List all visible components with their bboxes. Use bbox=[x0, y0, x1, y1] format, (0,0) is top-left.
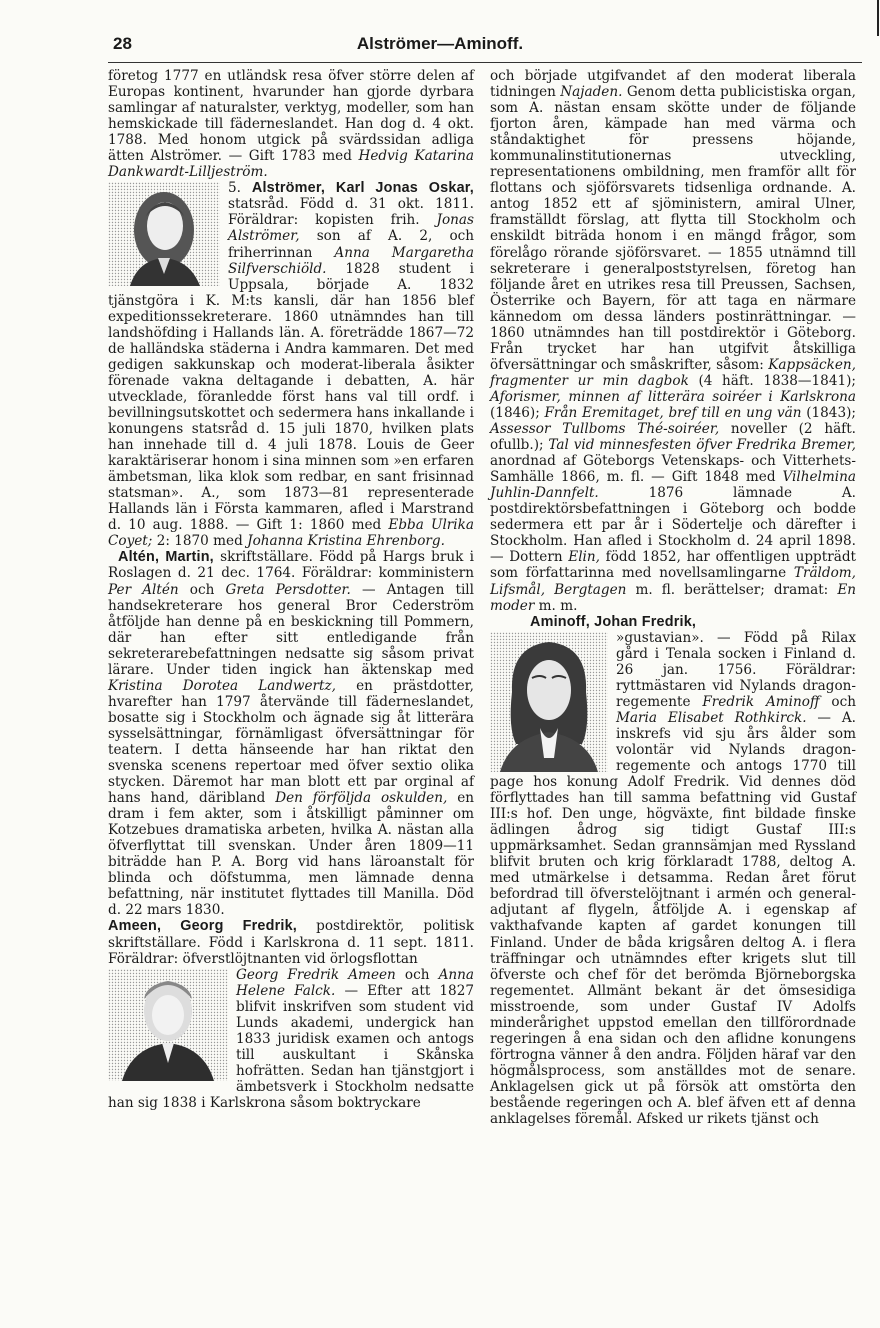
entry-alten-martin: Altén, Martin, skriftställare. Född på Hargs bruk i Roslagen d. 21 dec. 1764. Föräldrar: komministern Per Altén och Greta Persdotter. — Antagen till handsekreterare hos general Bror Cederström åtföljde han denne på en beskickning till Pommern, där han efter sitt entledigande från sekreterarebefattningen nedsatte sig såsom privat lärare. Under tiden ingick han äktenskap med Kristina Dorotea Landwertz, en prästdotter, hvarefter han 1797 återvände till fäderneslandet, bosatte sig i Stockholm och ägnade sig åt litterära sysselsättningar, förnämligast öfversättningar för teatern. I detta hänseende har han riktat den svenska scenens repertoar med öfver sextio olika stycken. Däremot har man blott ett par orginal af hans hand, däribland Den förföljda oskulden, en dram i fem akter, som i åtskilligt påminner om Kotzebues dramatiska arbeten, hvilka A. nästan alla öfverflyttat till svenskan. Under åren 1809—11 biträdde han P. A. Borg vid hans läroanstalt för blinda och döfstumma, men lämnade denna befattning, när institutet flyttades till Manilla. Död d. 22 mars 1830. bbox=[108, 549, 475, 919]
entry-heading: Alströmer, Karl Jonas Oskar, bbox=[251, 180, 474, 197]
entry-heading: Ameen, Georg Fredrik, bbox=[108, 918, 297, 935]
page-number: 28 bbox=[113, 34, 132, 53]
page-edge-mark bbox=[877, 0, 879, 36]
header-rule bbox=[108, 62, 862, 63]
entry-ameen-georg: Ameen, Georg Fredrik, postdirektör, politisk skriftställare. Född i Karlskrona d. 11 sept. 1811. Föräldrar: öfverstlöjtnanten vid örlogsflottan bbox=[108, 918, 474, 967]
entry-heading: Aminoff, Johan Fredrik, bbox=[530, 613, 697, 630]
right-column bbox=[490, 68, 856, 1127]
intro-paragraph: företog 1777 en utländsk resa öfver större delen af Europas kontinent, hvarunder han gjorde dyrbara samlingar af naturalster, verktyg, modeller, som han hemskickade till fäderneslandet. Han dog d. 4 okt. 1788. Med honom utgick på svärdssidan adliga ätten Alströmer. — Gift 1783 med Hedvig Katarina Dankwardt-Lilljeström. bbox=[108, 68, 474, 181]
running-head: Alströmer—Aminoff. bbox=[356, 34, 524, 53]
entry-aminoff-johan bbox=[490, 614, 856, 630]
entry-alstromer-karl: 5. Alströmer, Karl Jonas Oskar, statsråd. Född d. 31 okt. 1811. Föräldrar: kopisten frih. Jonas Alströmer, son af A. 2, och friherrinnan Anna Margaretha Silfverschiöld. 1828 student i Uppsala, började A. 1832 tjänstgöra i K. M:ts kansli, där han 1856 blef expeditionssekreterare. 1860 utnämndes han till landshöfding i Hallands län. A. företrädde 1867—72 de halländska städerna i Andra kammaren. Det med gedigen sakkunskap och moderat-liberala åsikter förenade vakna deltagande i debatten, A. här utvecklade, föranledde först hans val till ordf. i bevillningsutskottet och sedermera hans inkallande i konungens statsråd d. 15 juli 1870, hvilken plats han innehade till d. 4 juli 1878. Louis de Geer karaktäriserar honom i sina minnen som »en erfaren ämbetsman, lika klok som redbar, en sant frisinnad statsman». A., som 1873—81 representerade Hallands län i Första kammaren, afled i Marstrand d. 10 aug. 1888. — Gift 1: 1860 med Ebba Ulrika Coyet; 2: 1870 med Johanna Kristina Ehrenborg. bbox=[108, 180, 475, 550]
entry-heading: Altén, Martin, bbox=[118, 549, 214, 566]
portrait-ameen-icon bbox=[108, 969, 228, 1081]
portrait-alstromer-icon bbox=[108, 182, 220, 286]
entry-ameen-body: Georg Fredrik Ameen och Anna Helene Falck. — Efter att 1827 blifvit inskrifven som student vid Lunds akademi, undergick han 1833 juridisk examen och antogs till auskultant i Skånska hofrätten. Sedan han tjänstgjort i ämbetsverk i Stockholm nedsatte han sig 1838 i Karlskrona såsom boktryckare bbox=[108, 966, 475, 1111]
entry-aminoff-body: »gustavian». — Född på Rilax gård i Tenala socken i Finland d. 26 jan. 1756. Föräldrar: ryttmästaren vid Nylands dragon-regemente Fredrik Aminoff och Maria Elisabet Rothkirck. — A. inskrefs vid sju års ålder som volontär vid Nylands dragon-regemente och antogs 1770 till page hos konung Adolf Fredrik. Vid dennes död förflyttades han till samma befattning vid Gustaf III:s hof. Den unge, högväxte, fint bildade finske ädlingen ådrog sig tidigt Gustaf III:s uppmärksamhet. Sedan grannsämjan med Ryssland blifvit bruten och krig förklaradt 1788, deltog A. med utmärkelse i detsamma. Redan året förut befordrad till öfverstelöjtnant i armén och general-adjutant af flygeln, åtföljde A. i egenskap af vakthafvande kapten af gardet konungen till Finland. Under de båda krigsåren deltog A. i flera träffningar och utnämndes efter krigets slut till öfverste och chef för det berömda Björneborgska regementet. Allmänt bekant är det ömsesidiga misstroende, som under Gustaf IV Adolfs minderårighet uppstod emellan den tillförordnade regeringen å ena sidan och den aflidne konungens förtrogna vänner å den andra. Följden häraf var den högmålsprocess, som anställdes mot de senare. Anklagelsen gick ut på försök att omstörta den bestående regeringen och A. blef äfven ett af denna anklagelses föremål. Afsked ur rikets tjänst och bbox=[490, 629, 856, 1128]
portrait-aminoff-icon bbox=[490, 632, 608, 772]
ameen-continuation: och började utgifvandet af den moderat liberala tidningen Najaden. Genom detta publicistiska organ, som A. nästan ensam skötte under de följande fjorton åren, kämpade han med värma och ståndaktighet för pressens höjande, kommunalinstitutionernas utveckling, representationens ombildning, men framför allt för flottans och sjöförsvarets tidsenliga ordnande. A. antog 1852 ett af sjöministern, amiral Ulner, framställdt förslag, att flytta till Stockholm och enskildt biträda honom i en mängd frågor, som förelågo rörande sjöförsvaret. — 1855 utnämnd till sekreterare i generalpoststyrelsen, företog han följande året en utrikes resa till Preussen, Sachsen, Österrike och Bayern, för att taga en närmare kännedom om dessa länders postinrättningar. — 1860 utnämndes han till postdirektör i Göteborg. Från trycket har han utgifvit åtskilliga öfversättningar och småskrifter, såsom: Kappsäcken, fragmenter ur min dagbok (4 häft. 1838—1841); Aforismer, minnen af litterära soiréer i Karlskrona (1846); Från Eremitaget, bref till en ung vän (1843); Assessor Tullboms Thé-soiréer, noveller (2 häft. ofullb.); Tal vid minnesfesten öfver Fredrika Bremer, anordnad af Göteborgs Vetenskaps- och Vitterhets-Samhälle 1866, m. fl. — Gift 1848 med Vilhelmina Juhlin-Dannfelt. 1876 lämnade A. postdirektörsbefattningen i Göteborg och bodde sedermera ett par år i Södertelje och därefter i Stockholm. Han afled i Stockholm d. 24 april 1898. — Dottern Elin, född 1852, har offentligen uppträdt som författarinna med novellsamlingarne Träldom, Lifsmål, Bergtagen m. fl. berättelser; dramat: En moder m. m. bbox=[490, 68, 857, 614]
left-column bbox=[108, 68, 474, 1111]
